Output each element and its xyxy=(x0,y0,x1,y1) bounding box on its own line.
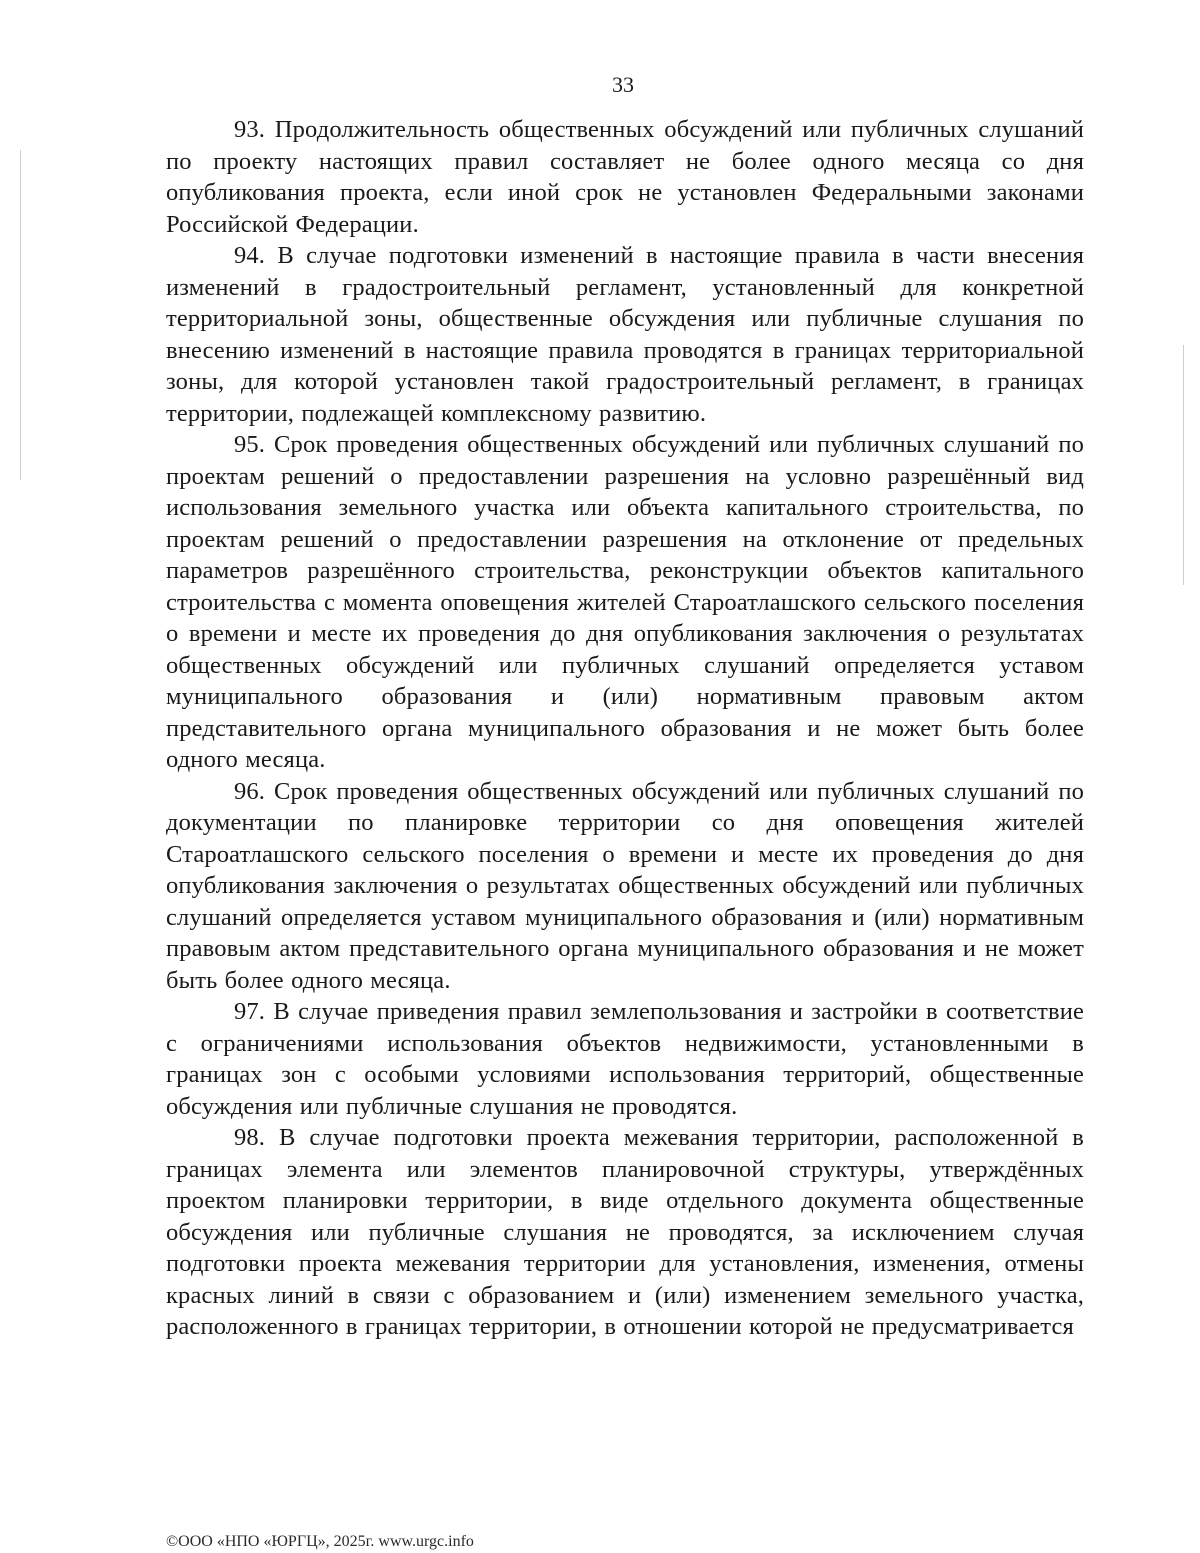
paragraph-98: 98. В случае подготовки проекта межевания территории, расположенной в границах элемента или элементов планировочной структуры, утверждённых проектом планировки территории, в виде отдельного документа общественные обсуждения или публичные слушания не проводятся, за исключением случая подготовки проекта межевания территории для установления, изменения, отмены красных линий в связи с образованием и (или) изменением земельного участка, расположенного в границах территории, в отношении которой не предусматривается xyxy=(166,1124,1084,1340)
paragraph-93: 93. Продолжительность общественных обсуждений или публичных слушаний по проекту настоящих правил составляет не более одного месяца со дня опубликования проекта, если иной срок не установлен Федеральными законами Российской Федерации. xyxy=(166,116,1084,238)
scan-margin-line-left xyxy=(20,150,21,480)
footer-copyright: ©ООО «НПО «ЮРГЦ», 2025г. www.urgc.info xyxy=(166,1533,474,1550)
paragraph-96: 96. Срок проведения общественных обсуждений или публичных слушаний по документации по планировке территории со дня оповещения жителей Староатлашского сельского поселения о времени и месте их проведения до дня опубликования заключения о результатах общественных обсуждений или публичных слушаний определяется уставом муниципального образования и (или) нормативным правовым актом представительного органа муниципального образования и не может быть более одного месяца. xyxy=(166,777,1084,994)
paragraph-94: 94. В случае подготовки изменений в настоящие правила в части внесения изменений в градостроительный регламент, установленный для конкретной территориальной зоны, общественные обсуждения или публичные слушания по внесению изменений в настоящие правила проводятся в границах территориальной зоны, для которой установлен такой градостроительный регламент, в границах территории, подлежащей комплексному развитию. xyxy=(166,242,1084,427)
scan-margin-line-right xyxy=(1183,345,1184,585)
paragraph-95: 95. Срок проведения общественных обсуждений или публичных слушаний по проектам решений о предоставлении разрешения на условно разрешённый вид использования земельного участка или объекта капитального строительства, по проектам решений о предоставлении разрешения на отклонение от предельных параметров разрешённого строительства, реконструкции объектов капитального строительства с момента оповещения жителей Староатлашского сельского поселения о времени и месте их проведения до дня опубликования заключения о результатах общественных обсуждений или публичных слушаний определяется уставом муниципального образования и (или) нормативным правовым актом представительного органа муниципального образования и не может быть более одного месяца. xyxy=(166,431,1084,773)
page-number: 33 xyxy=(612,72,634,97)
paragraph-97: 97. В случае приведения правил землепользования и застройки в соответствие с ограничениями использования объектов недвижимости, установленными в границах зон с особыми условиями использования территорий, общественные обсуждения или публичные слушания не проводятся. xyxy=(166,998,1084,1120)
document-body xyxy=(166,114,1084,1343)
